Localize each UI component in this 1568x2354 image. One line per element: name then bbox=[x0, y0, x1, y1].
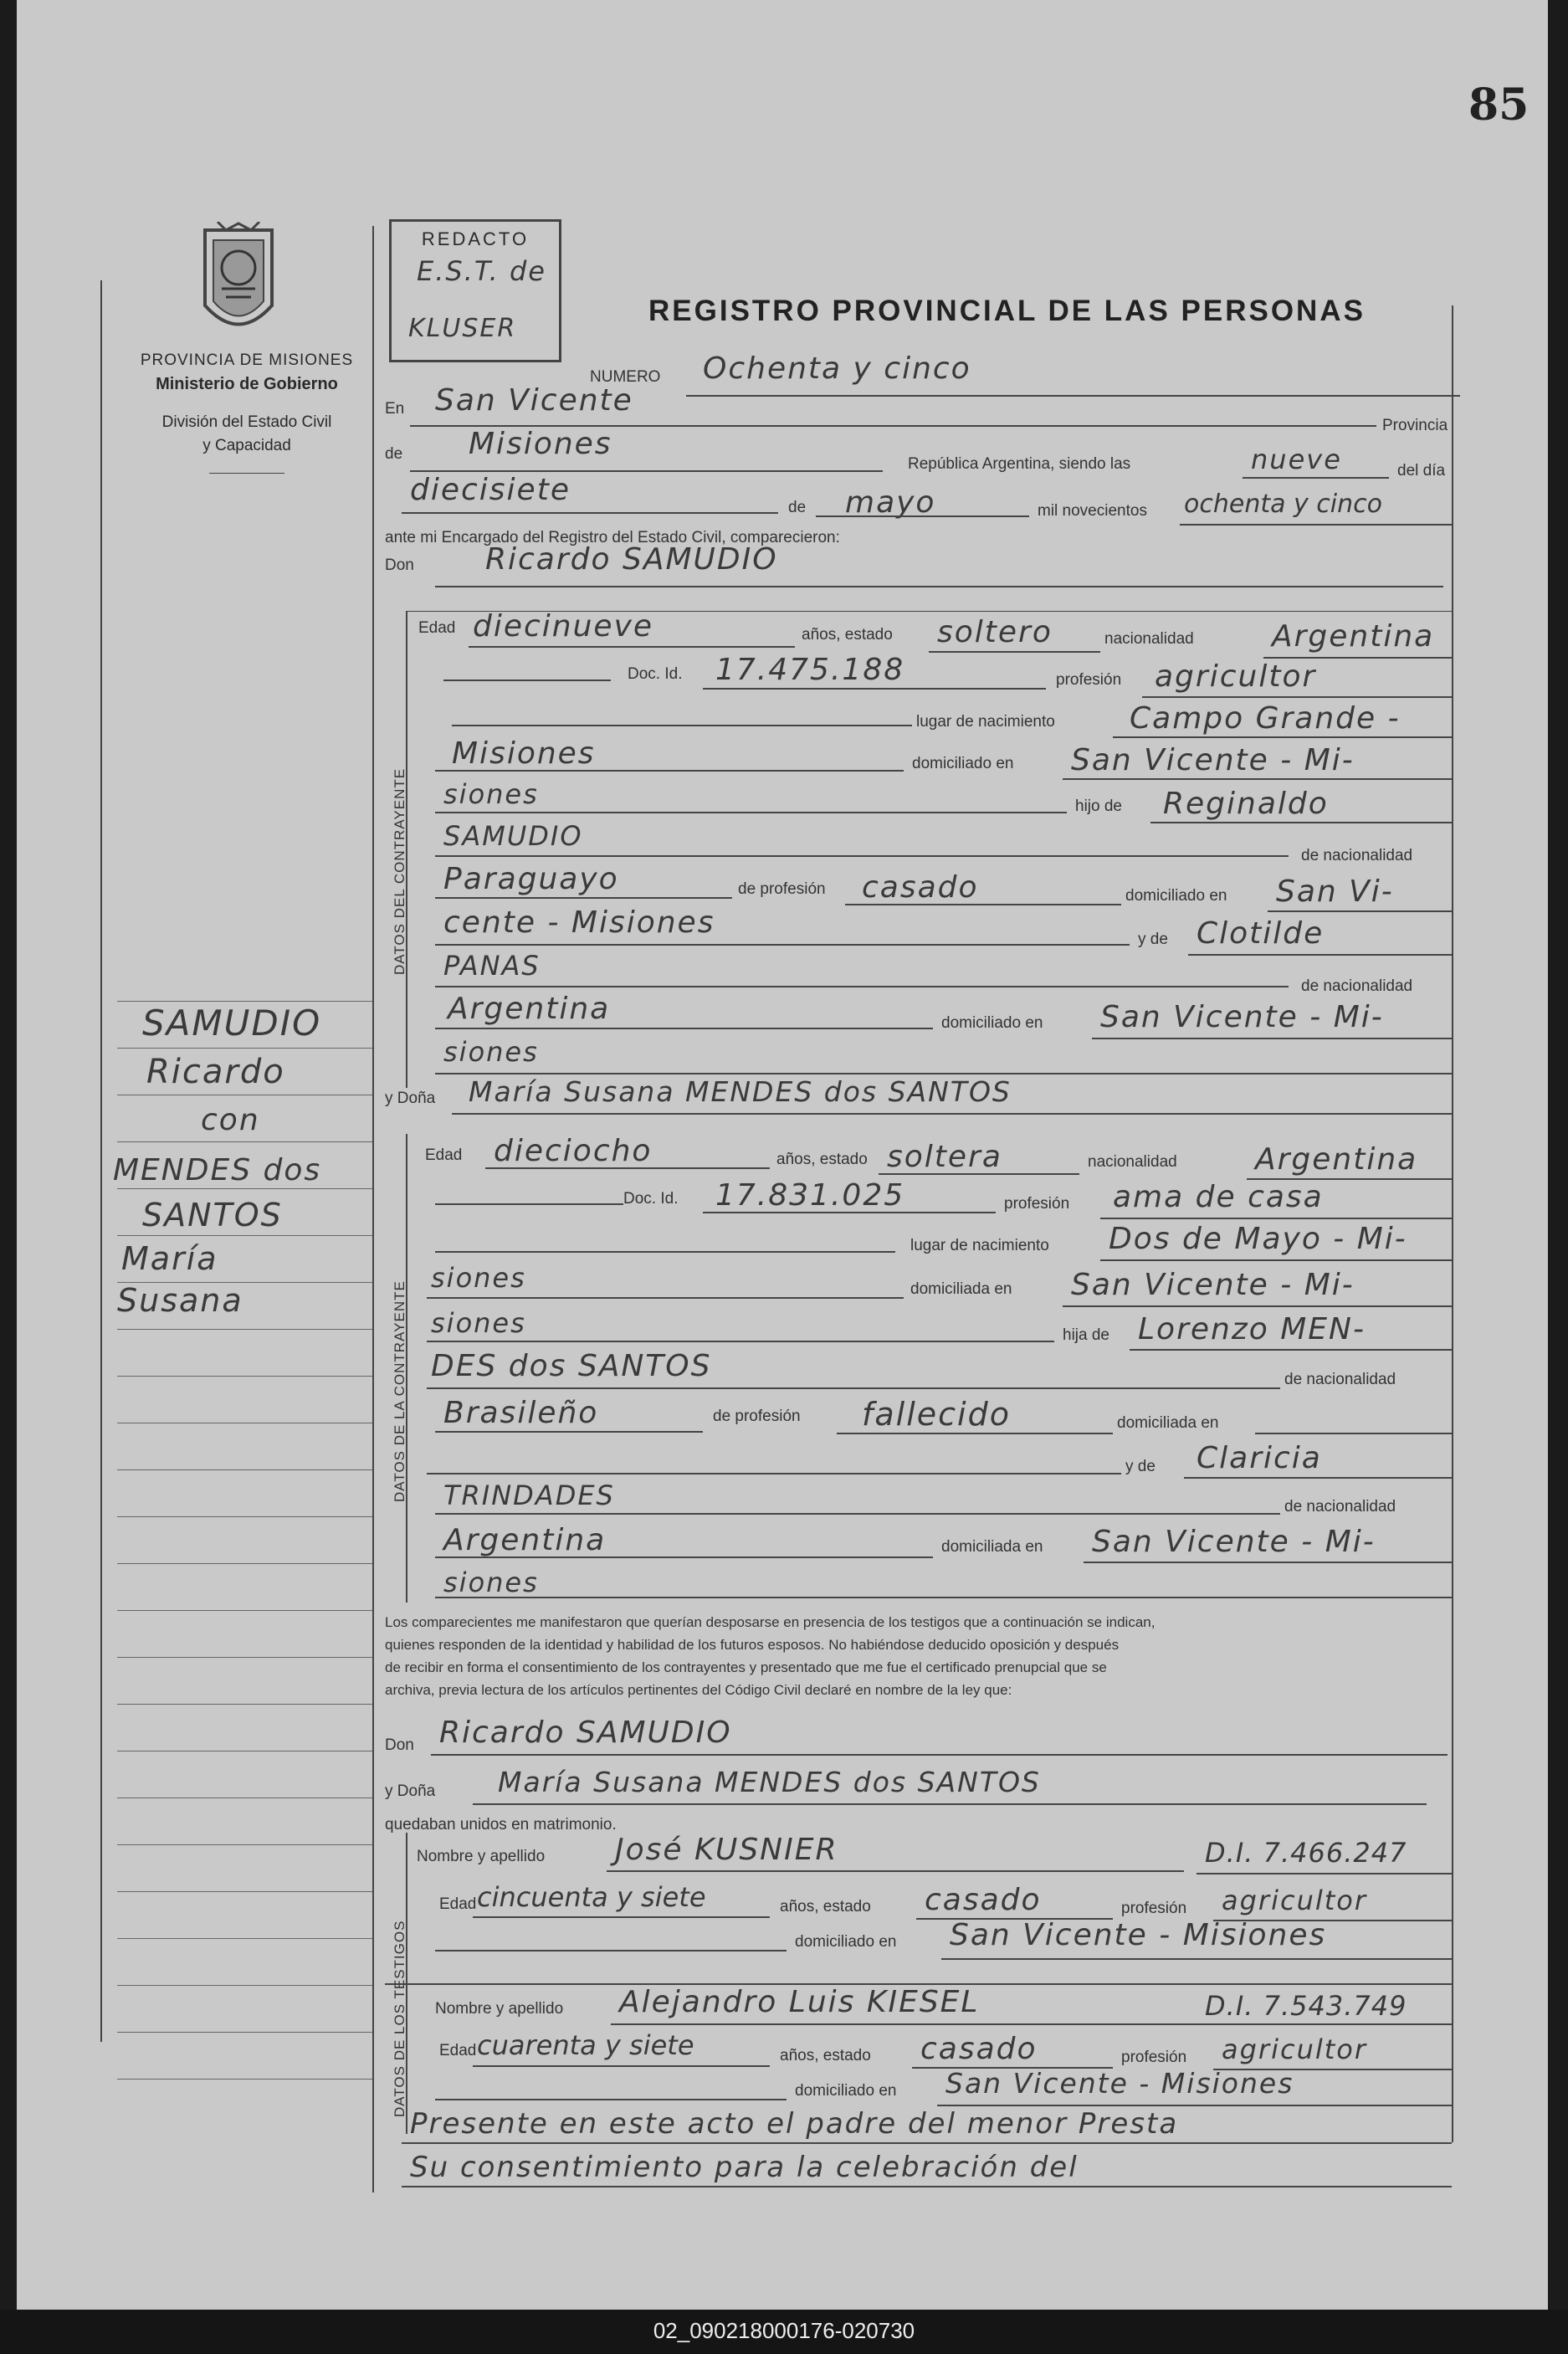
field-mes: mayo bbox=[845, 485, 936, 520]
groom-madre-2: PANAS bbox=[443, 950, 541, 982]
label-numero: NUMERO bbox=[590, 368, 661, 386]
label-profesion-w1: profesión bbox=[1121, 1900, 1187, 1917]
witness1-edad: cincuenta y siete bbox=[477, 1881, 706, 1913]
label-domiciliado-en: domiciliado en bbox=[912, 755, 1014, 772]
groom-padre-nac: Paraguayo bbox=[443, 862, 619, 896]
groom-profesion: agricultor bbox=[1155, 659, 1317, 694]
label-ante-mi: ante mi Encargado del Registro del Estado Civil, comparecieron: bbox=[385, 529, 840, 546]
label-nacionalidad-b: nacionalidad bbox=[1088, 1153, 1177, 1171]
groom-lugar-nac: Campo Grande - bbox=[1130, 701, 1401, 736]
bride-padre: Lorenzo MEN- bbox=[1138, 1312, 1366, 1346]
label-domiciliado-en-3: domiciliado en bbox=[941, 1014, 1043, 1032]
declaration-don: Ricardo SAMUDIO bbox=[439, 1715, 732, 1750]
document-page bbox=[17, 0, 1548, 2310]
paragraph-line-1: Los comparecientes me manifestaron que querían desposarse en presencia de los testigos que a continuación se indican, bbox=[385, 1614, 1156, 1630]
groom-padre-dom-2: cente - Misiones bbox=[443, 905, 715, 940]
margin-note-2: Ricardo bbox=[146, 1053, 285, 1091]
bride-profesion: ama de casa bbox=[1113, 1180, 1324, 1214]
label-anos-estado-w2: años, estado bbox=[780, 2047, 871, 2064]
section-label-testigos: DATOS DE LOS TESTIGOS bbox=[392, 1920, 407, 2117]
bride-madre: Claricia bbox=[1196, 1441, 1322, 1475]
field-numero: Ochenta y cinco bbox=[703, 351, 971, 386]
bride-madre-dom: San Vicente - Mi- bbox=[1092, 1525, 1376, 1559]
groom-padre-2: SAMUDIO bbox=[443, 820, 583, 852]
field-dona: María Susana MENDES dos SANTOS bbox=[469, 1075, 1012, 1108]
label-republica: República Argentina, siendo las bbox=[908, 455, 1131, 473]
label-domiciliado-en-2: domiciliado en bbox=[1125, 887, 1227, 905]
groom-domicilio-2: siones bbox=[443, 778, 539, 810]
groom-madre-dom-2: siones bbox=[443, 1036, 539, 1068]
stamp-line-2: KLUSER bbox=[408, 314, 517, 343]
label-de-nacionalidad-2: de nacionalidad bbox=[1301, 977, 1413, 995]
label-doc-b: Doc. Id. bbox=[623, 1190, 679, 1208]
stamp-title: REDACTO bbox=[421, 228, 530, 249]
label-domiciliado-w2: domiciliado en bbox=[795, 2082, 897, 2100]
bride-madre-dom-2: siones bbox=[443, 1567, 539, 1598]
margin-note-4: MENDES dos bbox=[113, 1153, 322, 1187]
bride-lugar-nac: Dos de Mayo - Mi- bbox=[1109, 1222, 1407, 1256]
margin-note-1: SAMUDIO bbox=[142, 1003, 322, 1044]
label-anos-estado-w1: años, estado bbox=[780, 1898, 871, 1916]
field-provincia-de: Misiones bbox=[469, 427, 612, 461]
label-edad-w2: Edad bbox=[439, 2042, 477, 2059]
label-edad-b: Edad bbox=[425, 1146, 463, 1164]
label-nacionalidad: nacionalidad bbox=[1104, 630, 1194, 648]
label-de-nacionalidad-b: de nacionalidad bbox=[1284, 1371, 1396, 1388]
label-de-profesion: de profesión bbox=[738, 880, 826, 898]
witness1-profesion: agricultor bbox=[1222, 1885, 1368, 1916]
witness1-doc: D.I. 7.466.247 bbox=[1205, 1837, 1407, 1869]
label-y-de: y de bbox=[1138, 931, 1168, 948]
label-don: Don bbox=[385, 556, 414, 574]
bride-edad: dieciocho bbox=[494, 1134, 653, 1168]
paragraph-line-3: de recibir en forma el consentimiento de los contrayentes y presentado que me fue el certificado prenupcial que se bbox=[385, 1659, 1107, 1675]
label-profesion-b: profesión bbox=[1004, 1195, 1070, 1213]
paragraph-line-4: archiva, previa lectura de los artículos pertinentes del Código Civil declaré en nombre de la ley que: bbox=[385, 1682, 1012, 1698]
groom-lugar-nac-2: Misiones bbox=[452, 736, 596, 771]
bride-domicilio: San Vicente - Mi- bbox=[1071, 1268, 1355, 1302]
coat-of-arms-icon bbox=[192, 222, 284, 347]
label-y-dona-2: y Doña bbox=[385, 1782, 436, 1800]
groom-madre: Clotilde bbox=[1196, 916, 1325, 951]
witness2-estado: casado bbox=[920, 2032, 1038, 2066]
label-domiciliada-en-3: domiciliada en bbox=[941, 1538, 1043, 1556]
label-de-mes: de bbox=[788, 499, 807, 516]
label-edad-w1: Edad bbox=[439, 1895, 477, 1913]
label-anos-estado: años, estado bbox=[802, 626, 893, 644]
groom-domicilio: San Vicente - Mi- bbox=[1071, 743, 1355, 777]
witness2-profesion: agricultor bbox=[1222, 2033, 1368, 2065]
label-lugar-nac: lugar de nacimiento bbox=[916, 713, 1055, 731]
declaration-dona: María Susana MENDES dos SANTOS bbox=[498, 1766, 1041, 1798]
margin-note-6: María bbox=[121, 1240, 218, 1277]
witness2-doc: D.I. 7.543.749 bbox=[1205, 1990, 1407, 2022]
witness2-domicilio: San Vicente - Misiones bbox=[945, 2067, 1294, 2100]
label-profesion-w2: profesión bbox=[1121, 2049, 1187, 2066]
field-hora: nueve bbox=[1251, 444, 1342, 475]
witness1-nombre: José KUSNIER bbox=[615, 1833, 838, 1867]
page-number: 85 bbox=[1468, 79, 1530, 131]
label-de-nacionalidad: de nacionalidad bbox=[1301, 847, 1413, 864]
bride-madre-nac: Argentina bbox=[443, 1523, 607, 1557]
note-line-1: Presente en este acto el padre del menor Presta bbox=[410, 2107, 1179, 2141]
groom-madre-dom: San Vicente - Mi- bbox=[1100, 1000, 1384, 1034]
field-dia: diecisiete bbox=[410, 473, 571, 507]
witness1-domicilio: San Vicente - Misiones bbox=[950, 1918, 1327, 1952]
division-line-1: División del Estado Civil bbox=[161, 413, 332, 431]
groom-nacionalidad: Argentina bbox=[1272, 619, 1435, 654]
groom-padre-prof: casado bbox=[862, 870, 979, 905]
section-label-contrayenta: DATOS DE LA CONTRAYENTE bbox=[392, 1280, 407, 1502]
label-mil: mil novecientos bbox=[1038, 502, 1147, 520]
groom-doc: 17.475.188 bbox=[715, 653, 905, 687]
label-lugar-nac-b: lugar de nacimiento bbox=[910, 1237, 1049, 1254]
bride-lugar-nac-2: siones bbox=[431, 1262, 526, 1294]
label-doc: Doc. Id. bbox=[628, 665, 683, 683]
note-line-2: Su consentimiento para la celebración del bbox=[410, 2151, 1079, 2184]
bride-domicilio-2: siones bbox=[431, 1307, 526, 1339]
field-en: San Vicente bbox=[435, 383, 633, 418]
bride-padre-2: DES dos SANTOS bbox=[431, 1349, 712, 1383]
margin-note-3: con bbox=[201, 1103, 260, 1137]
bride-madre-2: TRINDADES bbox=[443, 1480, 615, 1511]
label-quedaban: quedaban unidos en matrimonio. bbox=[385, 1816, 617, 1833]
groom-padre-dom: San Vi- bbox=[1276, 874, 1394, 909]
redacto-stamp bbox=[389, 219, 561, 362]
groom-madre-nac: Argentina bbox=[448, 992, 611, 1026]
division-line-2: y Capacidad bbox=[202, 437, 291, 454]
field-don: Ricardo SAMUDIO bbox=[485, 542, 778, 577]
label-de-nacionalidad-b2: de nacionalidad bbox=[1284, 1498, 1396, 1515]
label-nombre-apellido: Nombre y apellido bbox=[417, 1848, 546, 1865]
label-en: En bbox=[385, 400, 405, 418]
bride-doc: 17.831.025 bbox=[715, 1178, 905, 1213]
label-y-dona: y Doña bbox=[385, 1090, 436, 1107]
witness1-estado: casado bbox=[925, 1883, 1042, 1917]
witness2-edad: cuarenta y siete bbox=[477, 2029, 694, 2061]
label-nombre-apellido-2: Nombre y apellido bbox=[435, 2000, 564, 2018]
groom-edad: diecinueve bbox=[473, 609, 654, 644]
label-don-2: Don bbox=[385, 1736, 414, 1754]
bride-estado: soltera bbox=[887, 1140, 1002, 1174]
bride-padre-nac: Brasileño bbox=[443, 1396, 599, 1430]
label-provincia: Provincia bbox=[1382, 417, 1448, 434]
footer-filename: 02_090218000176-020730 bbox=[653, 2318, 915, 2343]
label-del-dia: del día bbox=[1397, 462, 1446, 480]
stamp-line-1: E.S.T. de bbox=[417, 255, 546, 287]
label-hijo-de: hijo de bbox=[1075, 797, 1122, 815]
label-edad: Edad bbox=[418, 619, 456, 637]
margin-note-7: Susana bbox=[117, 1282, 243, 1319]
label-de: de bbox=[385, 445, 403, 463]
groom-estado: soltero bbox=[937, 615, 1053, 649]
field-anio: ochenta y cinco bbox=[1184, 490, 1382, 519]
groom-padre: Reginaldo bbox=[1163, 787, 1329, 821]
margin-note-5: SANTOS bbox=[142, 1197, 283, 1233]
label-profesion: profesión bbox=[1056, 671, 1122, 689]
bride-nacionalidad: Argentina bbox=[1255, 1142, 1418, 1177]
label-de-profesion-b: de profesión bbox=[713, 1408, 801, 1425]
province-name: PROVINCIA DE MISIONES bbox=[140, 351, 354, 369]
bride-padre-prof: fallecido bbox=[862, 1396, 1011, 1433]
label-domiciliado-w1: domiciliado en bbox=[795, 1933, 897, 1951]
label-hija-de: hija de bbox=[1063, 1326, 1109, 1344]
ministry-name: Ministerio de Gobierno bbox=[156, 375, 338, 393]
label-domiciliada-en: domiciliada en bbox=[910, 1280, 1012, 1298]
declaration-paragraph bbox=[385, 1611, 1449, 1701]
label-domiciliada-en-2: domiciliada en bbox=[1117, 1414, 1219, 1432]
section-label-contrayente: DATOS DEL CONTRAYENTE bbox=[392, 767, 407, 975]
label-anos-estado-b: años, estado bbox=[776, 1151, 868, 1168]
witness2-nombre: Alejandro Luis KIESEL bbox=[619, 1985, 980, 2019]
label-y-de-b: y de bbox=[1125, 1458, 1156, 1475]
document-title: REGISTRO PROVINCIAL DE LAS PERSONAS bbox=[648, 295, 1366, 327]
paragraph-line-2: quienes responden de la identidad y habilidad de los futuros esposos. No habiéndose deducido oposición y después bbox=[385, 1637, 1120, 1653]
